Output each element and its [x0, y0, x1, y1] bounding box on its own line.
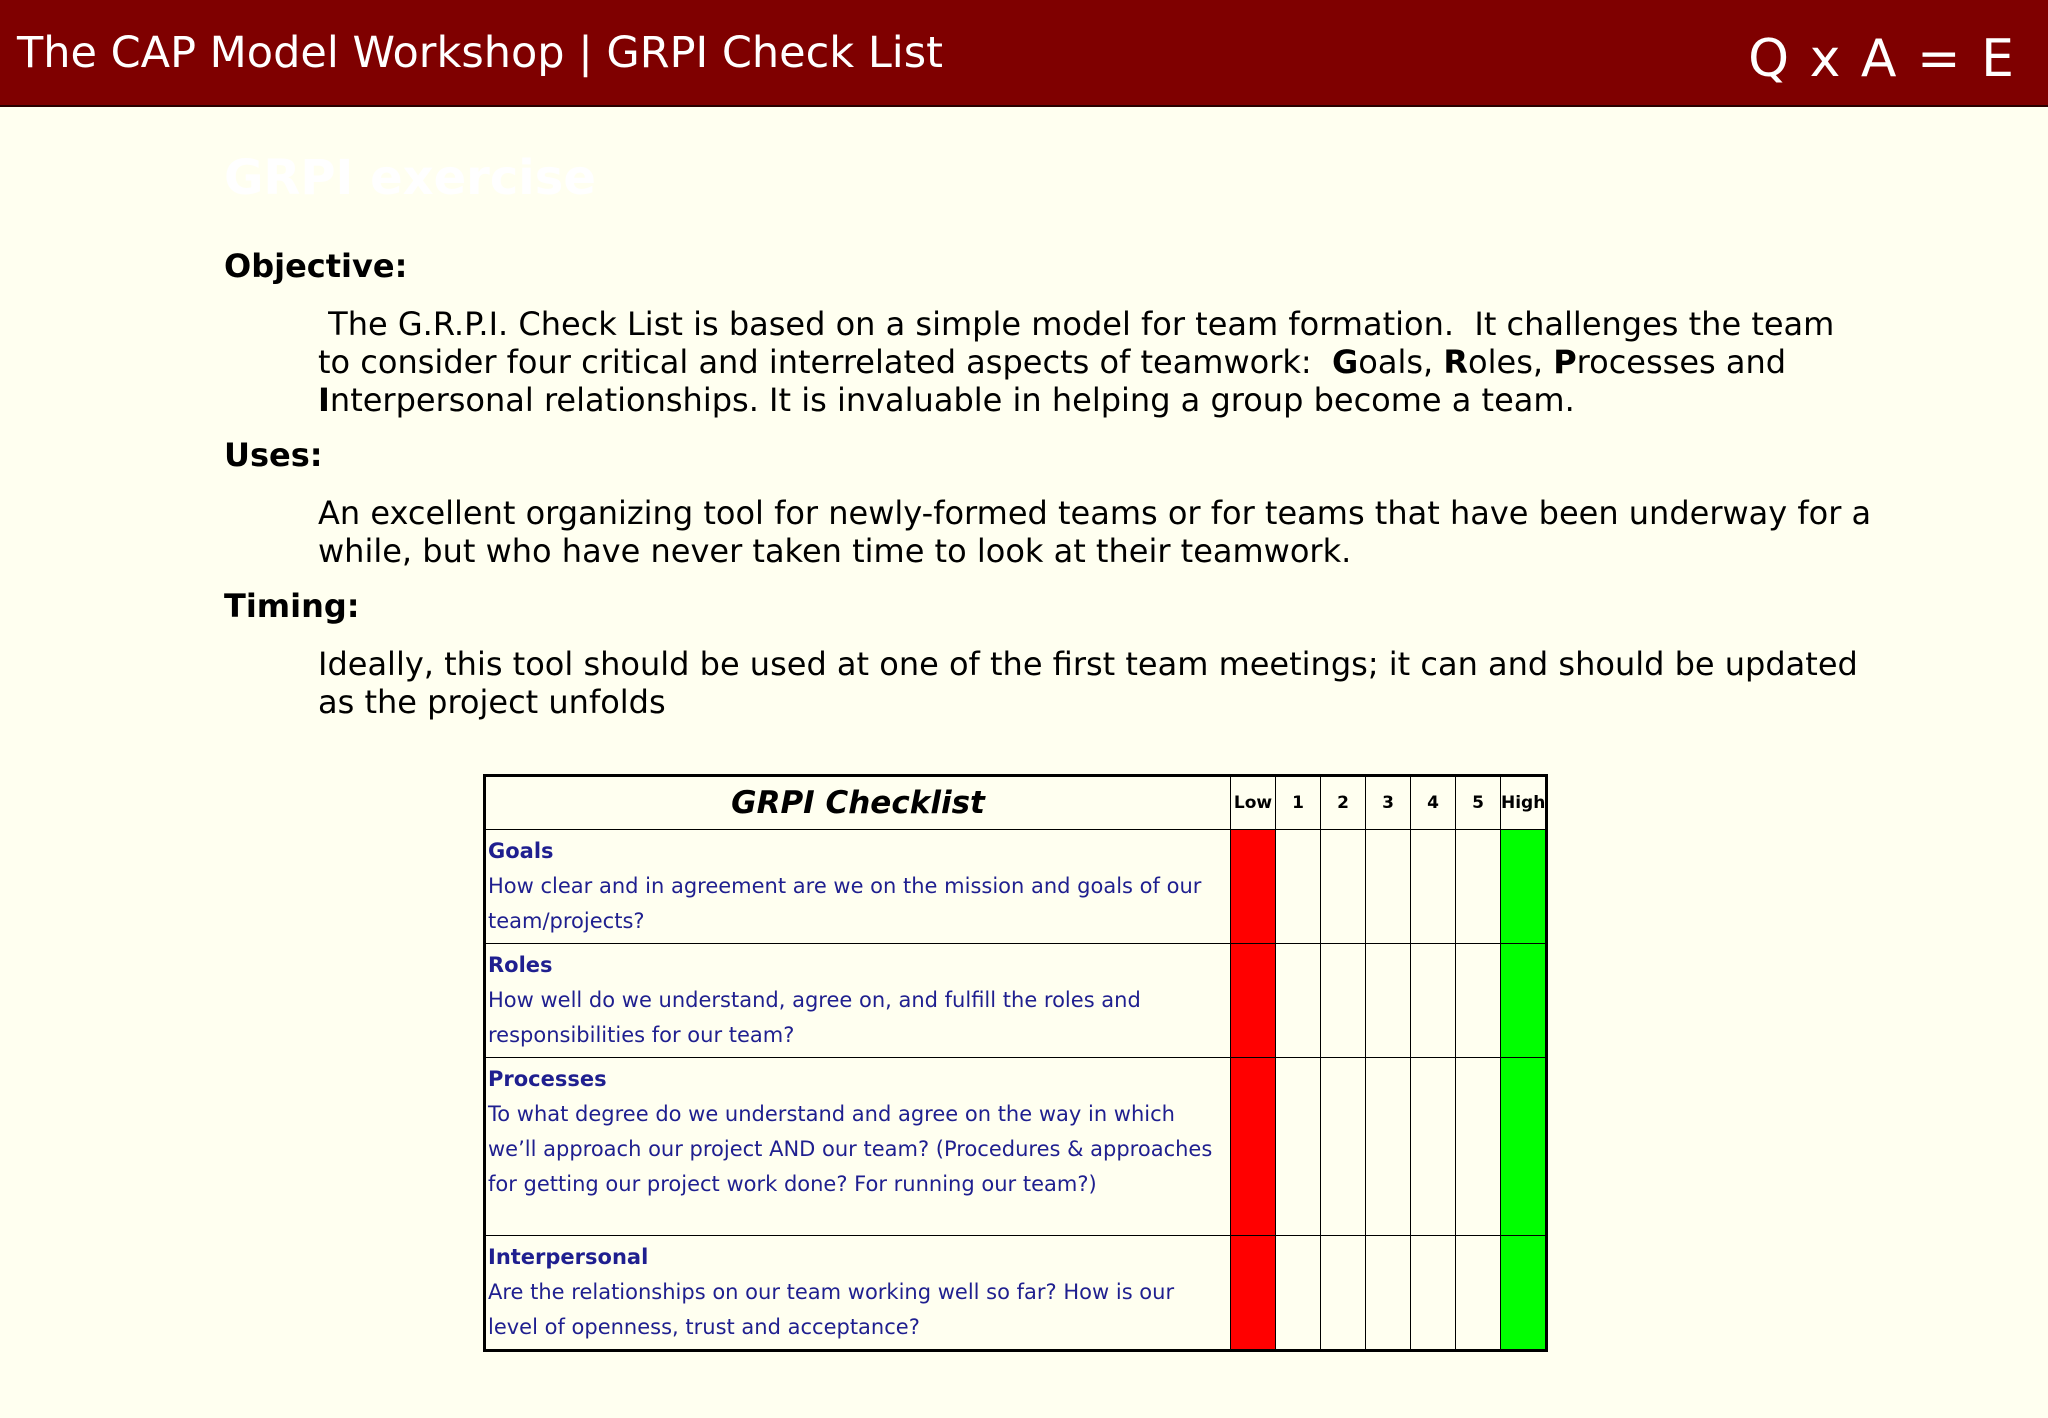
rating-low-cell[interactable] — [1231, 944, 1276, 1058]
rating-3-cell[interactable] — [1366, 1236, 1411, 1351]
objective-line-2: to consider four critical and interrelated aspects of teamwork: — [318, 343, 1333, 381]
timing-label: Timing: — [224, 587, 360, 625]
question-text: Are the relationships on our team working well so far? How is our level of openness, trust and acceptance? — [488, 1280, 1175, 1339]
scale-5-label: 5 — [1456, 776, 1501, 830]
roles-rest: oles, — [1468, 343, 1554, 381]
interpersonal-initial: I — [318, 381, 330, 419]
ghost-heading: GRPI exercise — [224, 150, 596, 206]
rating-1-cell[interactable] — [1276, 1236, 1321, 1351]
rating-high-cell[interactable] — [1501, 944, 1547, 1058]
header-bar — [0, 0, 2048, 107]
rating-3-cell[interactable] — [1366, 1058, 1411, 1236]
rating-3-cell[interactable] — [1366, 830, 1411, 944]
question-title: Processes — [488, 1067, 607, 1091]
question-cell — [485, 944, 1231, 1058]
question-title: Roles — [488, 953, 553, 977]
rating-high-cell[interactable] — [1501, 830, 1547, 944]
rating-5-cell[interactable] — [1456, 944, 1501, 1058]
rating-2-cell[interactable] — [1321, 1236, 1366, 1351]
uses-text: An excellent organizing tool for newly-formed teams or for teams that have been underway for a while, but who have never taken time to look at their teamwork. — [318, 494, 1872, 570]
rating-5-cell[interactable] — [1456, 830, 1501, 944]
rating-4-cell[interactable] — [1411, 944, 1456, 1058]
rating-4-cell[interactable] — [1411, 830, 1456, 944]
scale-2-label: 2 — [1321, 776, 1366, 830]
checklist-row-processes — [485, 1058, 1547, 1236]
checklist-title: GRPI Checklist — [485, 776, 1231, 830]
scale-low-label: Low — [1231, 776, 1276, 830]
rating-low-cell[interactable] — [1231, 830, 1276, 944]
checklist-row-roles — [485, 944, 1547, 1058]
rating-3-cell[interactable] — [1366, 944, 1411, 1058]
question-text: To what degree do we understand and agree on the way in which we’ll approach our project AND our team? (Procedures & approaches for getting our project work done? For running our team?) — [488, 1102, 1213, 1196]
question-cell — [485, 830, 1231, 944]
processes-rest: rocesses and — [1576, 343, 1787, 381]
rating-1-cell[interactable] — [1276, 830, 1321, 944]
processes-initial: P — [1553, 343, 1577, 381]
goals-initial: G — [1332, 343, 1359, 381]
question-cell — [485, 1236, 1231, 1351]
rating-high-cell[interactable] — [1501, 1236, 1547, 1351]
checklist-row-goals — [485, 830, 1547, 944]
header-formula: Q x A = E — [1748, 29, 2016, 89]
rating-1-cell[interactable] — [1276, 1058, 1321, 1236]
question-title: Interpersonal — [488, 1245, 649, 1269]
rating-low-cell[interactable] — [1231, 1058, 1276, 1236]
scale-4-label: 4 — [1411, 776, 1456, 830]
question-text: How clear and in agreement are we on the mission and goals of our team/projects? — [488, 874, 1202, 933]
interpersonal-rest: nterpersonal relationships. It is invaluable in helping a group become a team. — [329, 381, 1575, 419]
uses-label: Uses: — [224, 436, 323, 474]
rating-2-cell[interactable] — [1321, 944, 1366, 1058]
rating-5-cell[interactable] — [1456, 1058, 1501, 1236]
rating-1-cell[interactable] — [1276, 944, 1321, 1058]
rating-2-cell[interactable] — [1321, 1058, 1366, 1236]
rating-2-cell[interactable] — [1321, 830, 1366, 944]
rating-low-cell[interactable] — [1231, 1236, 1276, 1351]
objective-label: Objective: — [224, 247, 408, 285]
scale-1-label: 1 — [1276, 776, 1321, 830]
rating-4-cell[interactable] — [1411, 1236, 1456, 1351]
question-title: Goals — [488, 839, 554, 863]
rating-5-cell[interactable] — [1456, 1236, 1501, 1351]
scale-high-label: High — [1501, 776, 1547, 830]
objective-line-1: The G.R.P.I. Check List is based on a simple model for team formation. It challenges the team — [318, 305, 1835, 343]
objective-text — [318, 305, 1878, 419]
rating-high-cell[interactable] — [1501, 1058, 1547, 1236]
roles-initial: R — [1443, 343, 1469, 381]
question-cell — [485, 1058, 1231, 1236]
rating-4-cell[interactable] — [1411, 1058, 1456, 1236]
goals-rest: oals, — [1358, 343, 1444, 381]
question-text: How well do we understand, agree on, and fulfill the roles and responsibilities for our team? — [488, 988, 1141, 1047]
checklist-row-interpersonal — [485, 1236, 1547, 1351]
timing-text: Ideally, this tool should be used at one of the first team meetings; it can and should be updated as the project unfolds — [318, 645, 1858, 721]
checklist-header-row — [485, 776, 1547, 830]
scale-3-label: 3 — [1366, 776, 1411, 830]
grpi-checklist-table — [483, 774, 1548, 1352]
page-title: The CAP Model Workshop | GRPI Check List — [17, 28, 944, 78]
